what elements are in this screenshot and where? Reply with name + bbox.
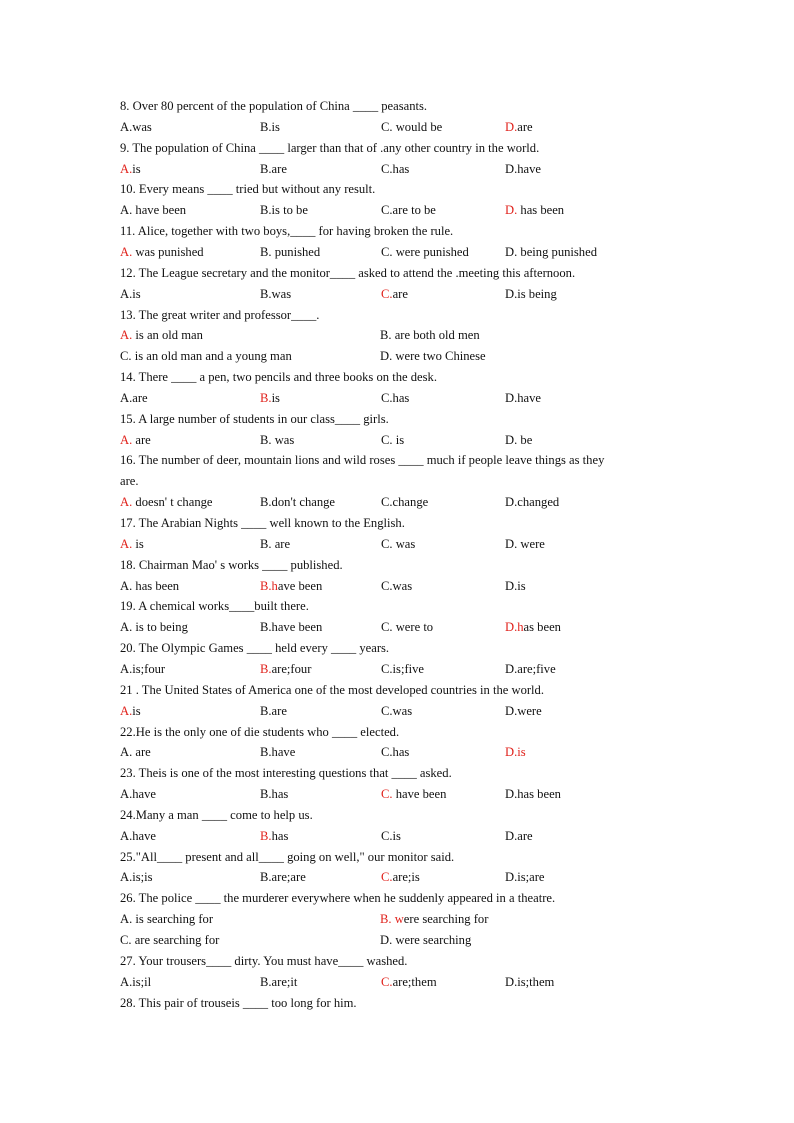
option-text: B.are;are xyxy=(260,870,306,885)
answer-option xyxy=(120,287,141,302)
answer-option xyxy=(505,579,526,594)
answer-option xyxy=(260,975,297,990)
answer-option xyxy=(381,495,428,510)
answer-option xyxy=(381,745,409,760)
correct-answer-marker: A. xyxy=(120,703,133,718)
option-text: are;four xyxy=(271,661,312,676)
answer-options-row xyxy=(120,579,680,594)
option-text: B.are xyxy=(260,161,287,176)
option-text: B. was xyxy=(260,432,295,447)
option-text: is xyxy=(132,536,144,551)
option-text: have been xyxy=(392,787,447,802)
option-text: A.was xyxy=(120,119,152,134)
answer-option xyxy=(505,745,526,760)
answer-option xyxy=(381,287,408,302)
option-text: is an old man xyxy=(132,328,203,343)
question-stem-continued xyxy=(120,474,139,489)
question-text: 10. Every means ____ tried but without any result. xyxy=(120,182,376,197)
correct-answer-marker: C. xyxy=(381,870,393,885)
question-text: 19. A chemical works____built there. xyxy=(120,599,309,614)
correct-answer-marker: B.h xyxy=(260,578,278,593)
answer-option xyxy=(120,495,213,510)
option-text: A. have been xyxy=(120,203,187,218)
correct-answer-marker: A. xyxy=(120,161,133,176)
answer-option xyxy=(260,787,288,802)
option-text: B. are both old men xyxy=(380,328,480,343)
answer-option xyxy=(381,537,415,552)
question-stem xyxy=(120,808,313,823)
option-text: A.is;il xyxy=(120,974,152,989)
answer-options-row xyxy=(120,203,680,218)
answer-option xyxy=(505,433,532,448)
question-stem xyxy=(120,453,604,468)
answer-option xyxy=(120,662,165,677)
answer-option xyxy=(120,120,152,135)
option-text: D.were xyxy=(505,703,542,718)
correct-answer-marker: C. xyxy=(381,286,393,301)
answer-option xyxy=(505,162,541,177)
answer-options-row xyxy=(120,495,680,510)
option-text: D. being punished xyxy=(505,244,597,259)
question-stem xyxy=(120,182,375,197)
answer-option xyxy=(260,391,280,406)
answer-options-row xyxy=(120,162,680,177)
option-text: ave been xyxy=(277,578,323,593)
answer-option xyxy=(380,933,471,948)
answer-option xyxy=(505,287,557,302)
answer-option xyxy=(381,162,409,177)
correct-answer-marker: D.is xyxy=(505,745,526,760)
question-text: 8. Over 80 percent of the population of China ____ peasants. xyxy=(120,99,428,113)
answer-options-row xyxy=(120,349,680,364)
question-stem xyxy=(120,683,544,698)
answer-option xyxy=(120,245,204,260)
option-text: A.are xyxy=(120,390,148,405)
question-text: 20. The Olympic Games ____ held every ____ years. xyxy=(120,641,390,656)
answer-option xyxy=(381,579,412,594)
question-stem xyxy=(120,954,407,969)
option-text: are xyxy=(132,432,151,447)
answer-options-row xyxy=(120,662,680,677)
correct-answer-marker: B. xyxy=(260,390,272,405)
answer-option xyxy=(260,162,287,177)
answer-options-row xyxy=(120,245,680,260)
answer-option xyxy=(120,745,151,760)
option-text: A. is searching for xyxy=(120,912,214,927)
answer-options-row xyxy=(120,704,680,719)
answer-options-row xyxy=(120,870,680,885)
option-text: is xyxy=(132,161,141,176)
correct-answer-marker: A. xyxy=(120,495,133,510)
question-text: 21 . The United States of America one of the most developed countries in the world. xyxy=(120,682,545,697)
option-text: D.are xyxy=(505,828,533,843)
answer-option xyxy=(381,433,404,448)
answer-options-row xyxy=(120,620,680,635)
answer-options-row xyxy=(120,787,680,802)
correct-answer-marker: D. xyxy=(505,203,518,218)
option-text: C.change xyxy=(381,495,429,510)
option-text: C. is an old man and a young man xyxy=(120,349,292,364)
answer-option xyxy=(120,829,156,844)
answer-option xyxy=(260,870,306,885)
correct-answer-marker: A. xyxy=(120,432,133,447)
correct-answer-marker: D.h xyxy=(505,620,524,635)
option-text: D.is xyxy=(505,578,526,593)
question-stem xyxy=(120,996,357,1011)
answer-option xyxy=(120,704,141,719)
option-text: B.have been xyxy=(260,620,323,635)
question-text: 13. The great writer and professor____. xyxy=(120,307,320,322)
option-text: B.is to be xyxy=(260,203,308,218)
correct-answer-marker: B. w xyxy=(380,912,404,927)
option-text: D.are;five xyxy=(505,661,556,676)
correct-answer-marker: D. xyxy=(505,119,518,134)
answer-options-row xyxy=(120,745,680,760)
question-stem xyxy=(120,599,309,614)
option-text: D.is;are xyxy=(505,870,545,885)
question-stem xyxy=(120,725,399,740)
option-text: D.is being xyxy=(505,286,557,301)
option-text: A.have xyxy=(120,828,157,843)
answer-option xyxy=(505,829,533,844)
option-text: B.don't change xyxy=(260,495,336,510)
answer-option xyxy=(381,870,420,885)
answer-option xyxy=(381,620,433,635)
option-text: C.are to be xyxy=(381,203,436,218)
option-text: B.are;it xyxy=(260,974,298,989)
option-text: C.has xyxy=(381,161,410,176)
answer-option xyxy=(260,537,290,552)
option-text: C.is;five xyxy=(381,661,425,676)
option-text: B. are xyxy=(260,536,291,551)
option-text: ere searching for xyxy=(403,912,489,927)
correct-answer-marker: A. xyxy=(120,244,133,259)
option-text: are;them xyxy=(392,974,437,989)
answer-options-row xyxy=(120,328,680,343)
answer-option xyxy=(120,203,186,218)
answer-option xyxy=(381,391,409,406)
question-text: 16. The number of deer, mountain lions and wild roses ____ much if people leave things as they xyxy=(120,453,605,468)
answer-option xyxy=(381,203,436,218)
option-text: are xyxy=(392,286,408,301)
option-text: as been xyxy=(523,620,561,635)
answer-option xyxy=(505,120,533,135)
option-text: doesn' t change xyxy=(132,495,213,510)
option-text: D.changed xyxy=(505,495,560,510)
answer-option xyxy=(505,704,542,719)
answer-option xyxy=(260,829,288,844)
option-text: D.has been xyxy=(505,787,561,802)
correct-answer-marker: B. xyxy=(260,661,272,676)
question-text: 28. This pair of trouseis ____ too long for him. xyxy=(120,995,357,1010)
answer-option xyxy=(260,704,287,719)
option-text: A.is;is xyxy=(120,870,153,885)
answer-option xyxy=(380,912,488,927)
answer-option xyxy=(381,662,424,677)
option-text: A.have xyxy=(120,787,157,802)
question-stem xyxy=(120,766,452,781)
answer-option xyxy=(381,787,446,802)
option-text: A. is to being xyxy=(120,620,188,635)
option-text: C.has xyxy=(381,745,410,760)
answer-option xyxy=(381,975,437,990)
question-text-continued: are. xyxy=(120,474,139,489)
option-text: has been xyxy=(517,203,565,218)
option-text: B.are xyxy=(260,703,287,718)
question-text: 11. Alice, together with two boys,____ for having broken the rule. xyxy=(120,224,454,239)
option-text: B.has xyxy=(260,787,289,802)
answer-option xyxy=(120,579,179,594)
option-text: D. were two Chinese xyxy=(380,349,486,364)
answer-option xyxy=(260,579,322,594)
option-text: are;is xyxy=(392,870,420,885)
option-text: A. are xyxy=(120,745,151,760)
option-text: C.was xyxy=(381,578,413,593)
answer-option xyxy=(120,328,203,343)
option-text: C. is xyxy=(381,432,405,447)
question-text: 17. The Arabian Nights ____ well known to the English. xyxy=(120,516,405,530)
answer-option xyxy=(260,287,291,302)
question-text: 24.Many a man ____ come to help us. xyxy=(120,807,313,822)
answer-options-row xyxy=(120,829,680,844)
answer-option xyxy=(381,245,469,260)
question-stem xyxy=(120,412,389,427)
option-text: D.have xyxy=(505,390,542,405)
option-text: D.is;them xyxy=(505,974,555,989)
answer-option xyxy=(505,787,561,802)
answer-option xyxy=(260,495,335,510)
answer-option xyxy=(505,391,541,406)
option-text: are xyxy=(517,119,533,134)
answer-option xyxy=(505,975,554,990)
option-text: C. was xyxy=(381,536,416,551)
answer-option xyxy=(120,787,156,802)
question-text: 9. The population of China ____ larger than that of .any other country in the world. xyxy=(120,140,540,155)
answer-option xyxy=(381,704,412,719)
correct-answer-marker: C. xyxy=(381,974,393,989)
answer-option xyxy=(505,245,597,260)
question-stem xyxy=(120,558,343,573)
answer-option xyxy=(505,662,556,677)
answer-option xyxy=(120,162,141,177)
question-stem xyxy=(120,850,454,865)
question-stem xyxy=(120,641,389,656)
answer-option xyxy=(120,349,292,364)
option-text: was punished xyxy=(132,244,204,259)
answer-option xyxy=(260,620,322,635)
option-text: C. were punished xyxy=(381,244,469,259)
question-stem xyxy=(120,516,405,531)
answer-option xyxy=(120,620,188,635)
answer-option xyxy=(260,203,308,218)
answer-option xyxy=(120,870,153,885)
question-stem xyxy=(120,308,319,323)
answer-option xyxy=(505,870,545,885)
question-stem xyxy=(120,141,539,156)
correct-answer-marker: C. xyxy=(381,787,393,802)
option-text: C.was xyxy=(381,703,413,718)
option-text: B.is xyxy=(260,119,280,134)
answer-options-row xyxy=(120,912,680,927)
option-text: A. has been xyxy=(120,578,180,593)
answer-option xyxy=(260,433,294,448)
answer-option xyxy=(120,537,144,552)
question-text: 23. Theis is one of the most interesting questions that ____ asked. xyxy=(120,766,452,781)
option-text: B.have xyxy=(260,745,296,760)
option-text: B. punished xyxy=(260,244,321,259)
option-text: C. are searching for xyxy=(120,933,220,947)
answer-options-row xyxy=(120,433,680,448)
answer-option xyxy=(120,433,151,448)
answer-option xyxy=(381,829,401,844)
option-text: is xyxy=(132,703,141,718)
answer-option xyxy=(120,391,148,406)
question-stem xyxy=(120,224,453,239)
answer-option xyxy=(120,975,151,990)
question-stem xyxy=(120,891,555,906)
answer-options-row xyxy=(120,537,680,552)
answer-option xyxy=(505,537,545,552)
option-text: is xyxy=(271,390,280,405)
option-text: C.has xyxy=(381,390,410,405)
question-text: 18. Chairman Mao' s works ____ published. xyxy=(120,557,343,572)
option-text: A.is;four xyxy=(120,661,166,676)
option-text: A.is xyxy=(120,286,141,301)
question-text: 14. There ____ a pen, two pencils and three books on the desk. xyxy=(120,370,437,385)
answer-option xyxy=(260,245,320,260)
answer-option xyxy=(381,120,442,135)
answer-option xyxy=(505,203,564,218)
answer-option xyxy=(380,328,480,343)
option-text: D. were xyxy=(505,536,545,551)
answer-options-row xyxy=(120,933,680,948)
answer-options-row xyxy=(120,120,680,135)
option-text: B.was xyxy=(260,286,292,301)
option-text: C. would be xyxy=(381,119,443,134)
option-text: C.is xyxy=(381,828,401,843)
question-text: 26. The police ____ the murderer everywhere when he suddenly appeared in a theatre. xyxy=(120,891,556,906)
answer-option xyxy=(505,620,561,635)
answer-option xyxy=(260,745,295,760)
answer-options-row xyxy=(120,287,680,302)
answer-option xyxy=(380,349,486,364)
option-text: has xyxy=(271,828,289,843)
option-text: D. were searching xyxy=(380,933,472,947)
answer-option xyxy=(260,120,280,135)
correct-answer-marker: A. xyxy=(120,328,133,343)
option-text: D. be xyxy=(505,432,533,447)
answer-options-row xyxy=(120,391,680,406)
correct-answer-marker: B. xyxy=(260,828,272,843)
question-text: 12. The League secretary and the monitor____ asked to attend the .meeting this afternoon. xyxy=(120,265,576,280)
question-text: 22.He is the only one of die students who ____ elected. xyxy=(120,724,400,739)
question-stem xyxy=(120,370,437,385)
answer-option xyxy=(505,495,559,510)
correct-answer-marker: A. xyxy=(120,536,133,551)
answer-option xyxy=(120,912,213,927)
answer-option xyxy=(120,933,219,948)
option-text: C. were to xyxy=(381,620,434,635)
question-text: 25."All____ present and all____ going on well," our monitor said. xyxy=(120,849,455,864)
question-stem xyxy=(120,99,427,114)
question-stem xyxy=(120,266,575,281)
option-text: D.have xyxy=(505,161,542,176)
answer-options-row xyxy=(120,975,680,990)
question-text: 15. A large number of students in our class____ girls. xyxy=(120,411,389,426)
answer-option xyxy=(260,662,311,677)
question-text: 27. Your trousers____ dirty. You must have____ washed. xyxy=(120,953,408,968)
